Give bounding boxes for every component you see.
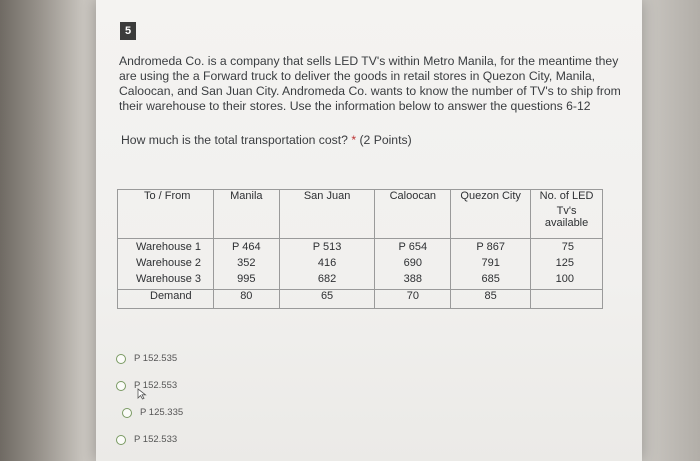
transportation-cost-table xyxy=(117,189,603,309)
option-3[interactable] xyxy=(122,407,183,418)
demand-label: Demand xyxy=(118,290,214,309)
caloocan-costs xyxy=(375,239,451,290)
header-san-juan: San Juan xyxy=(279,190,375,239)
option-label: P 152.535 xyxy=(134,353,178,364)
description-line: Caloocan, and San Juan City. Andromeda Co. wants to know the number of TV's to ship from xyxy=(119,84,621,98)
table-cell: 791 xyxy=(481,257,500,269)
header-available-line: No. of LED xyxy=(539,190,594,202)
table-cell: 685 xyxy=(481,273,500,285)
mouse-pointer-icon xyxy=(137,388,147,400)
table-cell: 388 xyxy=(403,273,422,285)
radio-icon[interactable] xyxy=(122,408,132,418)
description-line: Andromeda Co. is a company that sells LED TV's within Metro Manila, for the meantime they xyxy=(119,54,619,68)
option-label: P 125.335 xyxy=(140,407,184,418)
header-to-from: To / From xyxy=(118,190,214,239)
description-line: are using the a Forward truck to deliver the goods in retail stores in Quezon City, Manila, xyxy=(119,69,595,83)
required-marker: * xyxy=(351,133,357,147)
table-cell: 100 xyxy=(555,273,574,285)
table-cell: 75 xyxy=(561,241,574,253)
table-cell: P 654 xyxy=(398,241,428,253)
demand-empty xyxy=(531,290,603,309)
header-caloocan: Caloocan xyxy=(375,190,451,239)
table-header-row xyxy=(118,190,603,239)
table-cell: 690 xyxy=(403,257,422,269)
table-cell: 125 xyxy=(555,257,574,269)
table-cell: 682 xyxy=(317,273,337,285)
table-cell: Warehouse 1 xyxy=(136,241,202,253)
demand-manila: 80 xyxy=(213,290,279,309)
header-available xyxy=(531,190,603,239)
option-label: P 152.533 xyxy=(134,434,178,445)
table-cell: 352 xyxy=(237,257,256,269)
manila-costs xyxy=(213,239,279,290)
table-cell: 995 xyxy=(237,273,256,285)
points-label: (2 Points) xyxy=(359,133,412,147)
option-1[interactable] xyxy=(116,353,177,364)
quezon-city-costs xyxy=(451,239,531,290)
table-cell: Warehouse 2 xyxy=(136,257,202,269)
question-description xyxy=(119,54,621,114)
radio-icon[interactable] xyxy=(116,381,126,391)
table-cell: P 464 xyxy=(232,241,261,253)
demand-caloocan: 70 xyxy=(375,290,451,309)
available-counts xyxy=(531,239,603,290)
demand-san-juan: 65 xyxy=(279,290,375,309)
table-cell: Warehouse 3 xyxy=(136,273,202,285)
demand-quezon-city: 85 xyxy=(451,290,531,309)
radio-icon[interactable] xyxy=(116,354,126,364)
table-cell: 416 xyxy=(317,257,337,269)
description-line: their warehouse to their stores. Use the information below to answer the questions 6-12 xyxy=(119,99,591,113)
question-number-badge: 5 xyxy=(120,22,136,40)
option-label: P 152.553 xyxy=(134,380,178,391)
radio-icon[interactable] xyxy=(116,435,126,445)
header-quezon-city: Quezon City xyxy=(451,190,531,239)
question-prompt xyxy=(121,133,412,147)
table-cell: P 867 xyxy=(476,241,505,253)
header-manila: Manila xyxy=(213,190,279,239)
header-available-line: Tv's available xyxy=(544,205,589,229)
prompt-text: How much is the total transportation cost? xyxy=(121,133,348,147)
option-4[interactable] xyxy=(116,434,177,445)
demand-row xyxy=(118,290,603,309)
warehouse-labels xyxy=(118,239,214,290)
table-cell: P 513 xyxy=(312,241,342,253)
san-juan-costs xyxy=(279,239,375,290)
table-row xyxy=(118,239,603,290)
